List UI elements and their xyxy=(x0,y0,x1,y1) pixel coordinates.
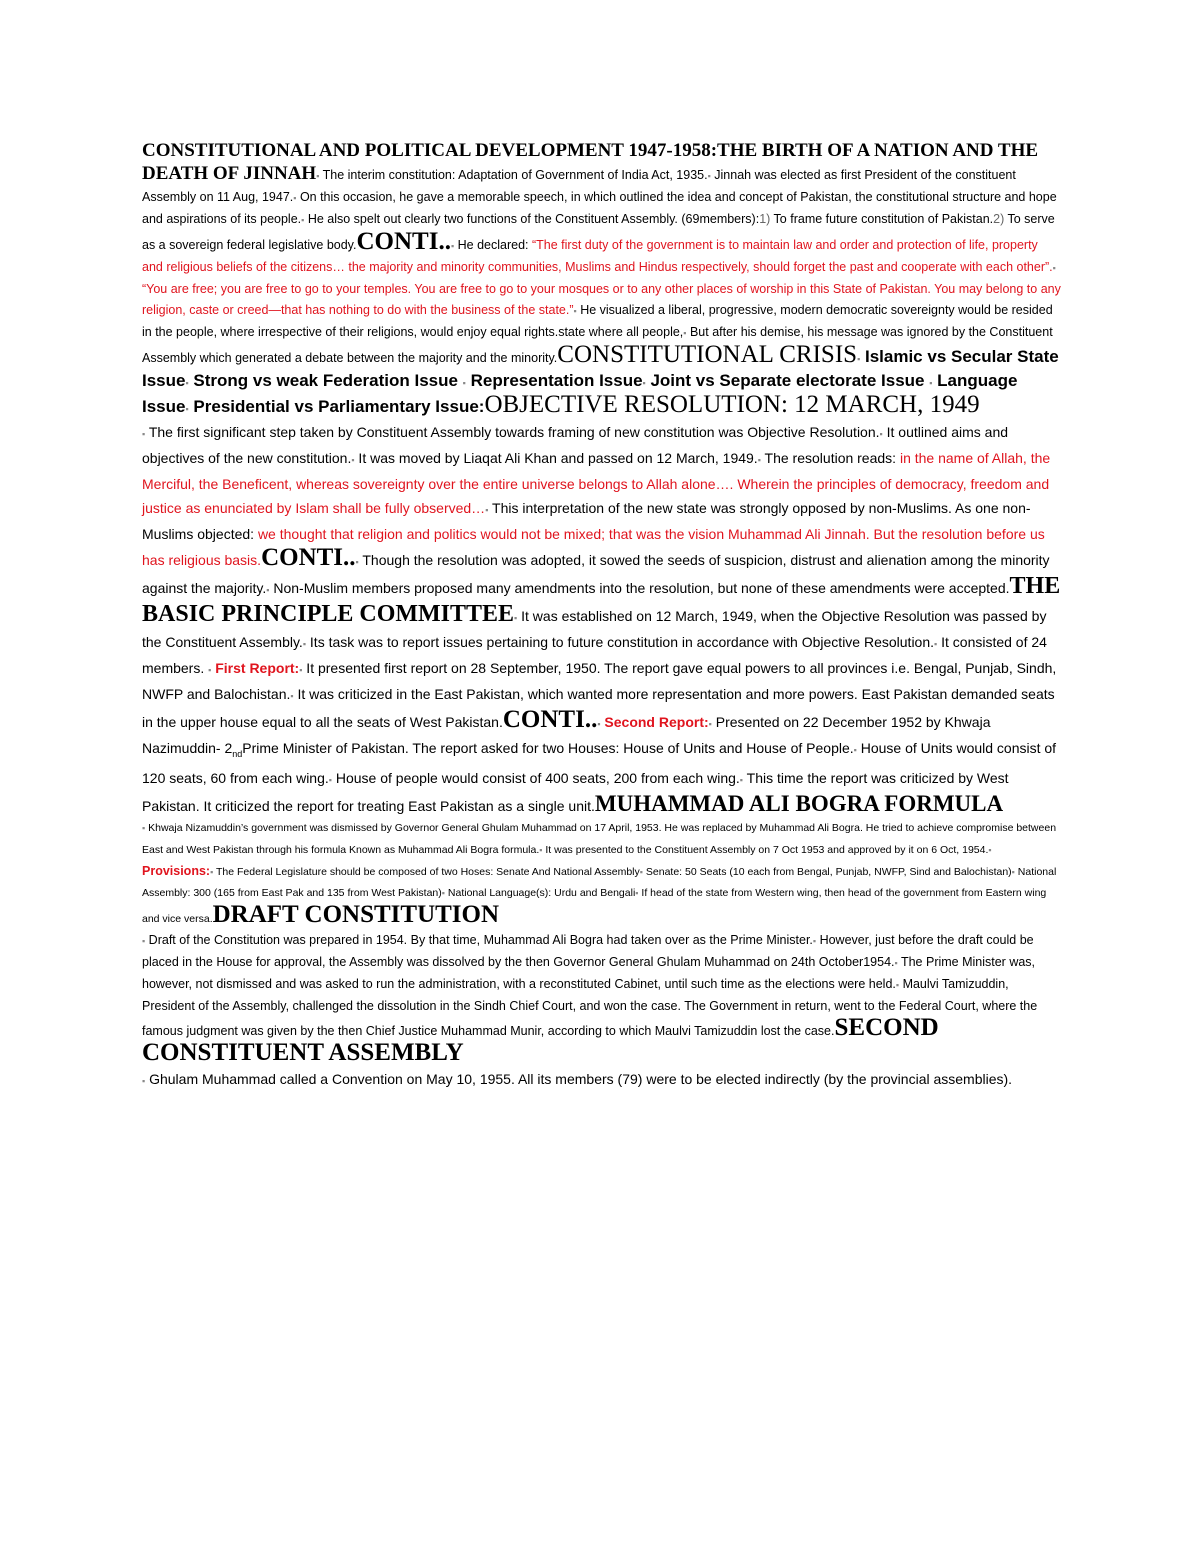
bullet-icon: ▪ xyxy=(857,354,861,364)
text-span: But after his demise, his message was ignored by the Constituent Assembly which generated a debate between the majority and the minority. xyxy=(142,325,1053,365)
text-span: It presented first report on 28 September, 1950. The report gave equal powers to all provinces i.e. Bengal, Punjab, Sindh, NWFP and Balochistan. xyxy=(142,660,1057,702)
bullet-icon: ▪ xyxy=(1011,866,1015,877)
bullet-icon: ▪ xyxy=(1052,263,1056,273)
bullet-icon: ▪ xyxy=(355,557,359,567)
text-span: On this occasion, he gave a memorable speech, in which outlined the idea and concept of Pakistan, the constitutional structure and hope and aspirations of its people. xyxy=(142,190,1057,226)
bullet-icon: ▪ xyxy=(302,639,307,649)
bullet-icon: ▪ xyxy=(142,935,146,946)
text-span: It was moved by Liaqat Ali Khan and passed on 12 March, 1949. xyxy=(354,450,758,466)
bullet-icon: ▪ xyxy=(450,241,455,251)
bullet-icon: ▪ xyxy=(441,887,445,898)
text-span: The Prime Minister was, however, not dismissed and was asked to run the administration, with a reconstituted Cabinet, until such time as the elections were held. xyxy=(142,954,1036,991)
quote-red: “You are free; you are free to go to your temples. You are free to go to your mosques or to any other places of worship in this State of Pakistan. You may belong to any religion, caste or creed—that has nothing to do with the business of the state.” xyxy=(142,282,1061,317)
bullet-icon: ▪ xyxy=(210,866,214,877)
paragraph-draft xyxy=(142,930,1062,1067)
bullet-icon: ▪ xyxy=(895,979,900,990)
paragraph-objective xyxy=(142,420,1062,818)
bullet-icon: ▪ xyxy=(142,429,146,439)
bullet-icon: ▪ xyxy=(707,171,711,181)
text-span: Jinnah was elected as first President of the constituent Assembly on 11 Aug, 1947. xyxy=(142,168,1016,204)
bullet-icon: ▪ xyxy=(185,378,189,388)
text-span: Prime Minister of Pakistan. The report asked for two Houses: House of Units and House of People. xyxy=(242,740,854,756)
text-span: The Federal Legislature should be composed of two Hoses: Senate And National Assembly xyxy=(213,865,640,878)
text-span: Though the resolution was adopted, it sowed the seeds of suspicion, distrust and alienation among the minority against the majority. xyxy=(142,552,1050,596)
bullet-icon: ▪ xyxy=(514,613,518,623)
text-span: It was criticized in the East Pakistan, which wanted more representation and more powers. East Pakistan demanded seats in the upper house equal to all the seats of West Pakistan. xyxy=(142,686,1055,730)
main-heading: CONSTITUTIONAL AND POLITICAL DEVELOPMENT 1947-1958:THE BIRTH OF A NATION AND THE DEATH OF JINNAH xyxy=(142,140,1039,184)
text-span: Non-Muslim members proposed many amendments into the resolution, but none of these amendments were accepted. xyxy=(269,580,1010,596)
bullet-icon: ▪ xyxy=(988,844,992,855)
bullet-icon: ▪ xyxy=(642,378,646,388)
text-span: However, just before the draft could be placed in the House for approval, the Assembly was dissolved by the then Governor General Ghulam Muhammad on 24th October1954. xyxy=(142,932,1034,969)
paragraph-intro xyxy=(142,140,1062,420)
draft-heading: DRAFT CONSTITUTION xyxy=(212,900,500,928)
bullet-icon: ▪ xyxy=(708,719,712,729)
bullet-icon: ▪ xyxy=(894,957,898,968)
bullet-icon: ▪ xyxy=(812,935,817,946)
crisis-item: Islamic vs Secular State Issue xyxy=(142,347,1059,390)
bullet-icon: ▪ xyxy=(290,691,294,701)
first-report-label: First Report: xyxy=(211,660,300,676)
text-span: Senate: 50 Seats (10 each from Bengal, Punjab, NWFP, Sind and Balochistan) xyxy=(642,865,1012,878)
crisis-item: Strong vs weak Federation Issue xyxy=(188,371,463,390)
bullet-icon: ▪ xyxy=(573,306,577,316)
bullet-icon: ▪ xyxy=(639,866,643,877)
bullet-icon: ▪ xyxy=(879,429,883,439)
paragraph-second-assembly xyxy=(142,1067,1062,1093)
crisis-item: Representation Issue xyxy=(465,371,643,390)
conti-heading: CONTI.. xyxy=(261,544,356,571)
bullet-icon: ▪ xyxy=(462,378,466,388)
bullet-icon: ▪ xyxy=(328,774,332,785)
text-span: This interpretation of the new state was strongly opposed by non-Muslims. As one non- Muslims objected: xyxy=(142,500,1031,542)
text-span: It consisted of 24 members. xyxy=(142,634,1047,676)
text-span: It outlined aims and objectives of the new constitution. xyxy=(142,424,1009,466)
quote-red: in the name of Allah, the Merciful, the Beneficent, whereas sovereignty over the entire universe belongs to Allah alone…. Wherein the principles of democracy, freedom and justice as enunciated by Islam shall be fully observed… xyxy=(142,450,1051,516)
crisis-item: Presidential vs Parliamentary Issue: xyxy=(188,397,485,416)
text-span: House of Units would consist of 120 seats, 60 from each wing. xyxy=(142,740,1057,786)
bullet-icon: ▪ xyxy=(934,639,938,649)
crisis-heading: CONSTITUTIONAL CRISIS xyxy=(557,341,858,368)
bullet-icon: ▪ xyxy=(301,215,305,225)
text-span: National Assembly: 300 (165 from East Pak and 135 from West Pakistan) xyxy=(142,865,1057,899)
bogra-heading: MUHAMMAD ALI BOGRA FORMULA xyxy=(594,790,1004,816)
bullet-icon: ▪ xyxy=(142,822,146,833)
bpc-heading: THE BASIC PRINCIPLE COMMITTEE xyxy=(142,573,1061,627)
bullet-icon: ▪ xyxy=(635,887,639,898)
crisis-item: Joint vs Separate electorate Issue xyxy=(645,371,930,390)
ordinal-suffix: nd xyxy=(232,748,243,759)
bullet-icon: ▪ xyxy=(293,193,297,203)
text-span: Ghulam Muhammad called a Convention on May 10, 1955. All its members (79) were to be elected indirectly (by the provincial assemblies). xyxy=(145,1070,1013,1087)
text-span: This time the report was criticized by West Pakistan. It criticized the report for treating East Pakistan as a single unit. xyxy=(142,769,1009,814)
bullet-icon: ▪ xyxy=(757,455,761,465)
text-span: Presented on 22 December 1952 by Khwaja Nazimuddin- 2 xyxy=(142,714,991,756)
text-span: If head of the state from Western wing, then head of the government from Eastern wing and vice versa. xyxy=(142,886,1047,925)
provisions-label: Provisions: xyxy=(142,863,211,878)
list-number: 2) xyxy=(993,212,1005,226)
bullet-icon: ▪ xyxy=(299,665,303,675)
bullet-icon: ▪ xyxy=(597,719,601,729)
bullet-icon: ▪ xyxy=(539,844,543,855)
bullet-icon: ▪ xyxy=(266,585,270,595)
text-span: The interim constitution: Adaptation of Government of India Act, 1935. xyxy=(319,168,708,182)
bullet-icon: ▪ xyxy=(208,665,212,675)
text-span: To serve as a sovereign federal legislative body. xyxy=(142,212,1055,252)
paragraph-bogra xyxy=(142,818,1062,930)
text-span: National Language(s): Urdu and Bengali xyxy=(444,886,636,899)
text-span: House of people would consist of 400 seats, 200 from each wing. xyxy=(331,769,740,786)
list-number: 1) xyxy=(759,212,771,226)
second-assembly-heading: SECOND CONSTITUENT ASSEMBLY xyxy=(142,1013,939,1066)
bullet-icon: ▪ xyxy=(485,505,489,515)
bullet-icon: ▪ xyxy=(142,1075,146,1086)
bullet-icon: ▪ xyxy=(316,171,320,181)
text-span: He visualized a liberal, progressive, modern democratic sovereignty would be resided in the people, where irrespective of their religions, would enjoy equal rights.state where all people, xyxy=(142,303,1053,339)
text-span: Khwaja Nizamuddin’s government was dismissed by Governor General Ghulam Muhammad on 17 April, 1953. He was replaced by Muhammad Ali Bogra. He tried to achieve compromise between East and West Pakistan through his formula Known as Muhammad Ali Bogra formula. xyxy=(142,821,1057,856)
text-span: To frame future constitution of Pakistan. xyxy=(770,212,994,226)
bullet-icon: ▪ xyxy=(185,404,189,414)
bullet-icon: ▪ xyxy=(351,455,355,465)
text-span: Its task was to report issues pertaining to future constitution in accordance with Objective Resolution. xyxy=(306,634,935,650)
bullet-icon: ▪ xyxy=(683,328,687,338)
document-page xyxy=(142,140,1062,1093)
text-span: The first significant step taken by Constituent Assembly towards framing of new constitution was Objective Resolution. xyxy=(145,424,880,440)
bullet-icon: ▪ xyxy=(853,745,857,755)
conti-heading: CONTI.. xyxy=(356,228,451,255)
text-span: Maulvi Tamizuddin, President of the Assembly, challenged the dissolution in the Sindh Chief Court, and won the case. The Government in return, went to the Federal Court, where the famous judgment was given by the then Chief Justice Muhammad Munir, according to which Maulvi Tamizuddin lost the case. xyxy=(142,976,1038,1038)
bullet-icon: ▪ xyxy=(739,774,743,785)
text-span: It was presented to the Constituent Assembly on 7 Oct 1953 and approved by it on 6 Oct, 1954. xyxy=(542,843,989,856)
text-span: It was established on 12 March, 1949, when the Objective Resolution was passed by the Constituent Assembly. xyxy=(142,608,1047,650)
crisis-item: Language Issue xyxy=(142,371,1018,416)
quote-red: “The first duty of the government is to maintain law and order and protection of life, property and religious beliefs of the citizens… the majority and minority communities, Muslims and Hindus respectively, should forget the past and cooperate with each other”. xyxy=(142,238,1053,274)
text-span: He declared: xyxy=(454,238,532,252)
text-span: He also spelt out clearly two functions of the Constituent Assembly. (69members): xyxy=(304,212,760,226)
second-report-label: Second Report: xyxy=(600,714,709,730)
objective-heading: OBJECTIVE RESOLUTION: 12 MARCH, 1949 xyxy=(484,391,980,418)
text-span: The resolution reads: xyxy=(760,450,900,466)
text-span: Draft of the Constitution was prepared in 1954. By that time, Muhammad Ali Bogra had taken over as the Prime Minister. xyxy=(145,932,813,947)
bullet-icon: ▪ xyxy=(929,378,933,388)
conti-heading: CONTI.. xyxy=(502,706,598,733)
quote-red: we thought that religion and politics would not be mixed; that was the vision Muhammad Ali Jinnah. But the resolution before us has religious basis. xyxy=(142,526,1045,568)
